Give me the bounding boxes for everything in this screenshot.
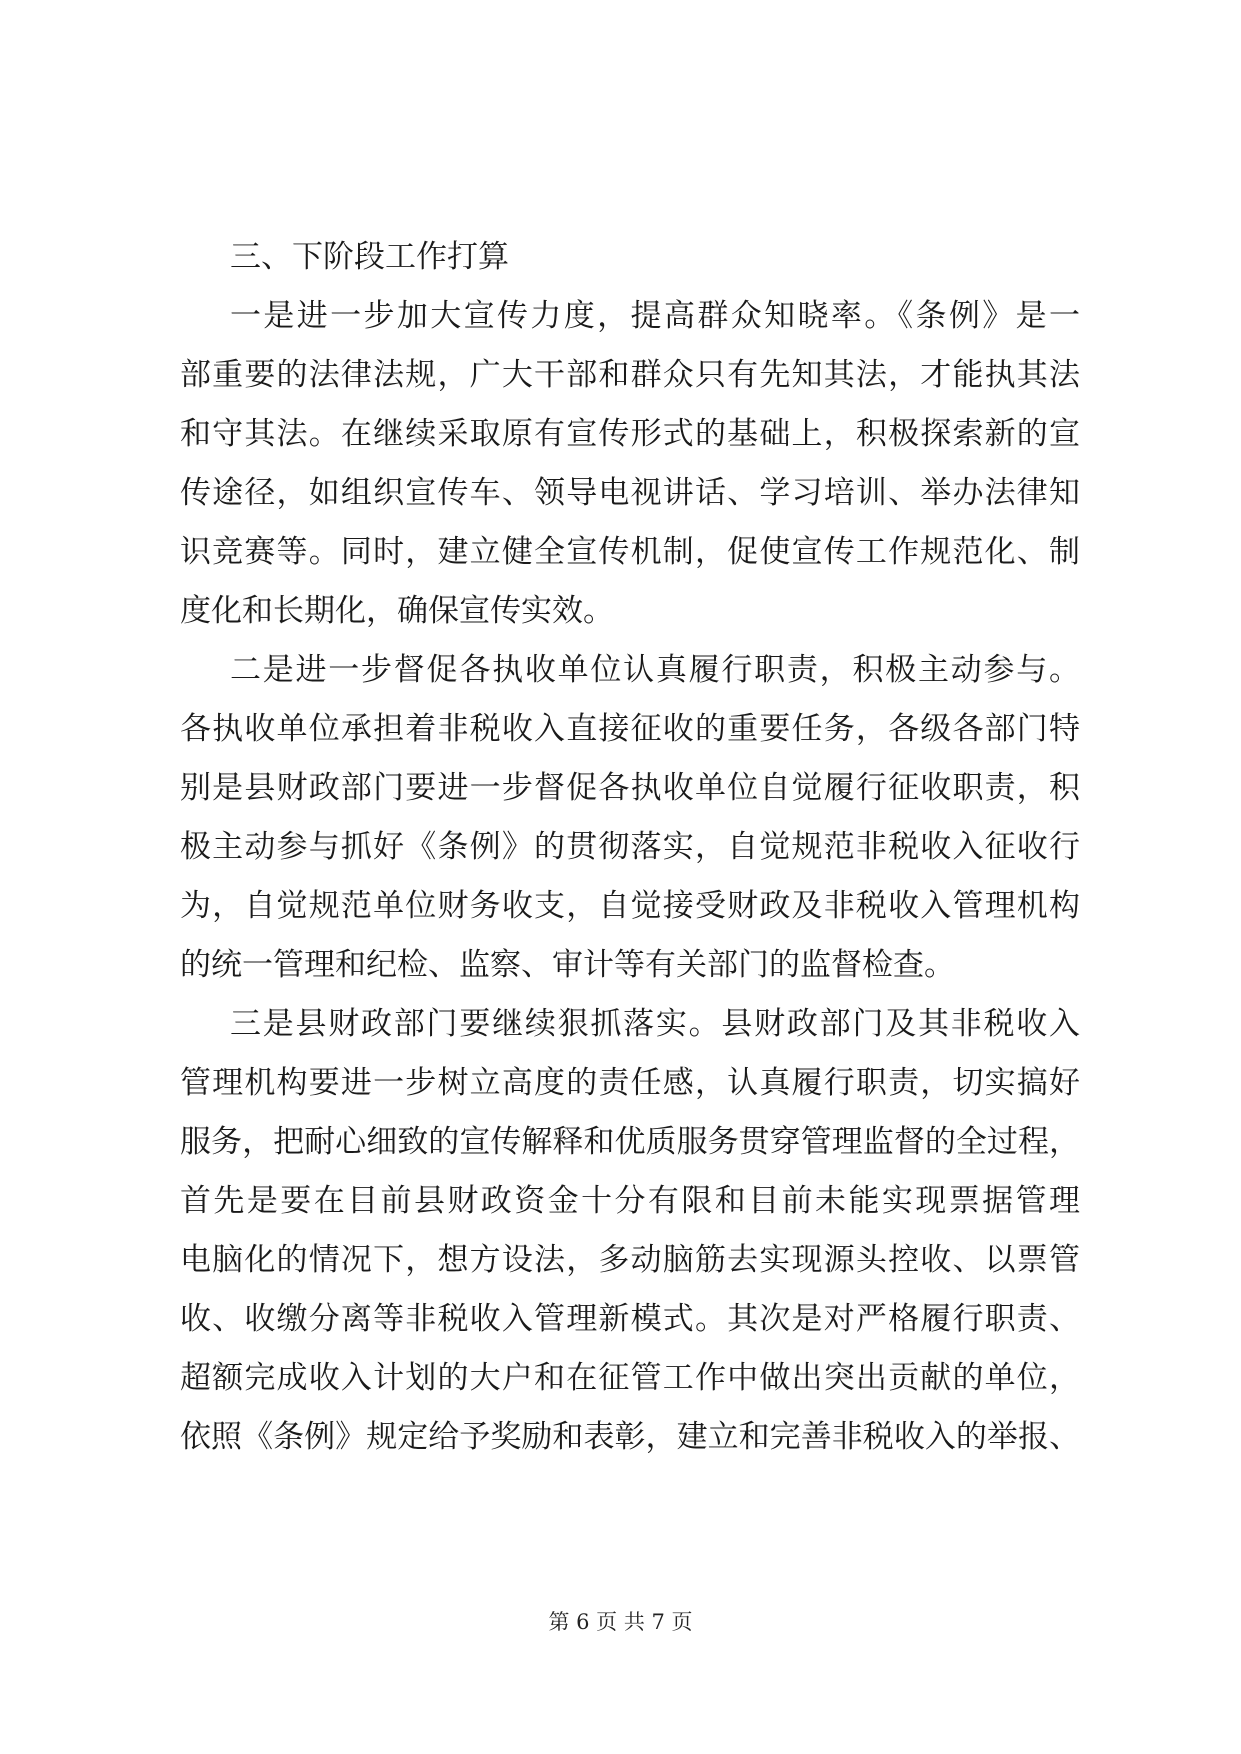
paragraph-line: 部重要的法律法规，广大干部和群众只有先知其法，才能执其法 xyxy=(180,357,1080,393)
paragraph-line: 二是进一步督促各执收单位认真履行职责，积极主动参与。 xyxy=(230,652,1080,688)
paragraph-2 xyxy=(180,641,1080,995)
paragraph-line: 极主动参与抓好《条例》的贯彻落实，自觉规范非税收入征收行 xyxy=(180,829,1080,865)
paragraph-line: 服务，把耐心细致的宣传解释和优质服务贯穿管理监督的全过程， xyxy=(180,1124,1080,1160)
paragraph-line: 为，自觉规范单位财务收支，自觉接受财政及非税收入管理机构 xyxy=(180,888,1080,924)
paragraph-line: 传途径，如组织宣传车、领导电视讲话、学习培训、举办法律知 xyxy=(180,475,1080,511)
paragraph-line: 度化和长期化，确保宣传实效。 xyxy=(180,593,614,629)
paragraph-3 xyxy=(180,995,1080,1467)
paragraph-line: 依照《条例》规定给予奖励和表彰，建立和完善非税收入的举报、 xyxy=(180,1419,1080,1455)
paragraph-line: 收、收缴分离等非税收入管理新模式。其次是对严格履行职责、 xyxy=(180,1301,1080,1337)
paragraph-line: 超额完成收入计划的大户和在征管工作中做出突出贡献的单位， xyxy=(180,1360,1080,1396)
paragraph-line: 别是县财政部门要进一步督促各执收单位自觉履行征收职责，积 xyxy=(180,770,1080,806)
paragraph-line: 的统一管理和纪检、监察、审计等有关部门的监督检查。 xyxy=(180,947,955,983)
section-heading: 三、下阶段工作打算 xyxy=(230,239,509,275)
paragraph-line: 三是县财政部门要继续狠抓落实。县财政部门及其非税收入 xyxy=(230,1006,1080,1042)
page-footer: 第 6 页 共 7 页 xyxy=(548,1610,693,1634)
document-body xyxy=(180,228,1080,1467)
paragraph-line: 电脑化的情况下，想方设法，多动脑筋去实现源头控收、以票管 xyxy=(180,1242,1080,1278)
paragraph-line: 识竞赛等。同时，建立健全宣传机制，促使宣传工作规范化、制 xyxy=(180,534,1080,570)
paragraph-line: 首先是要在目前县财政资金十分有限和目前未能实现票据管理 xyxy=(180,1183,1080,1219)
paragraph-line: 管理机构要进一步树立高度的责任感，认真履行职责，切实搞好 xyxy=(180,1065,1080,1101)
paragraph-line: 各执收单位承担着非税收入直接征收的重要任务，各级各部门特 xyxy=(180,711,1080,747)
paragraph-line: 一是进一步加大宣传力度，提高群众知晓率。《条例》是一 xyxy=(230,298,1080,334)
paragraph-1 xyxy=(180,287,1080,641)
paragraph-line: 和守其法。在继续采取原有宣传形式的基础上，积极探索新的宣 xyxy=(180,416,1080,452)
